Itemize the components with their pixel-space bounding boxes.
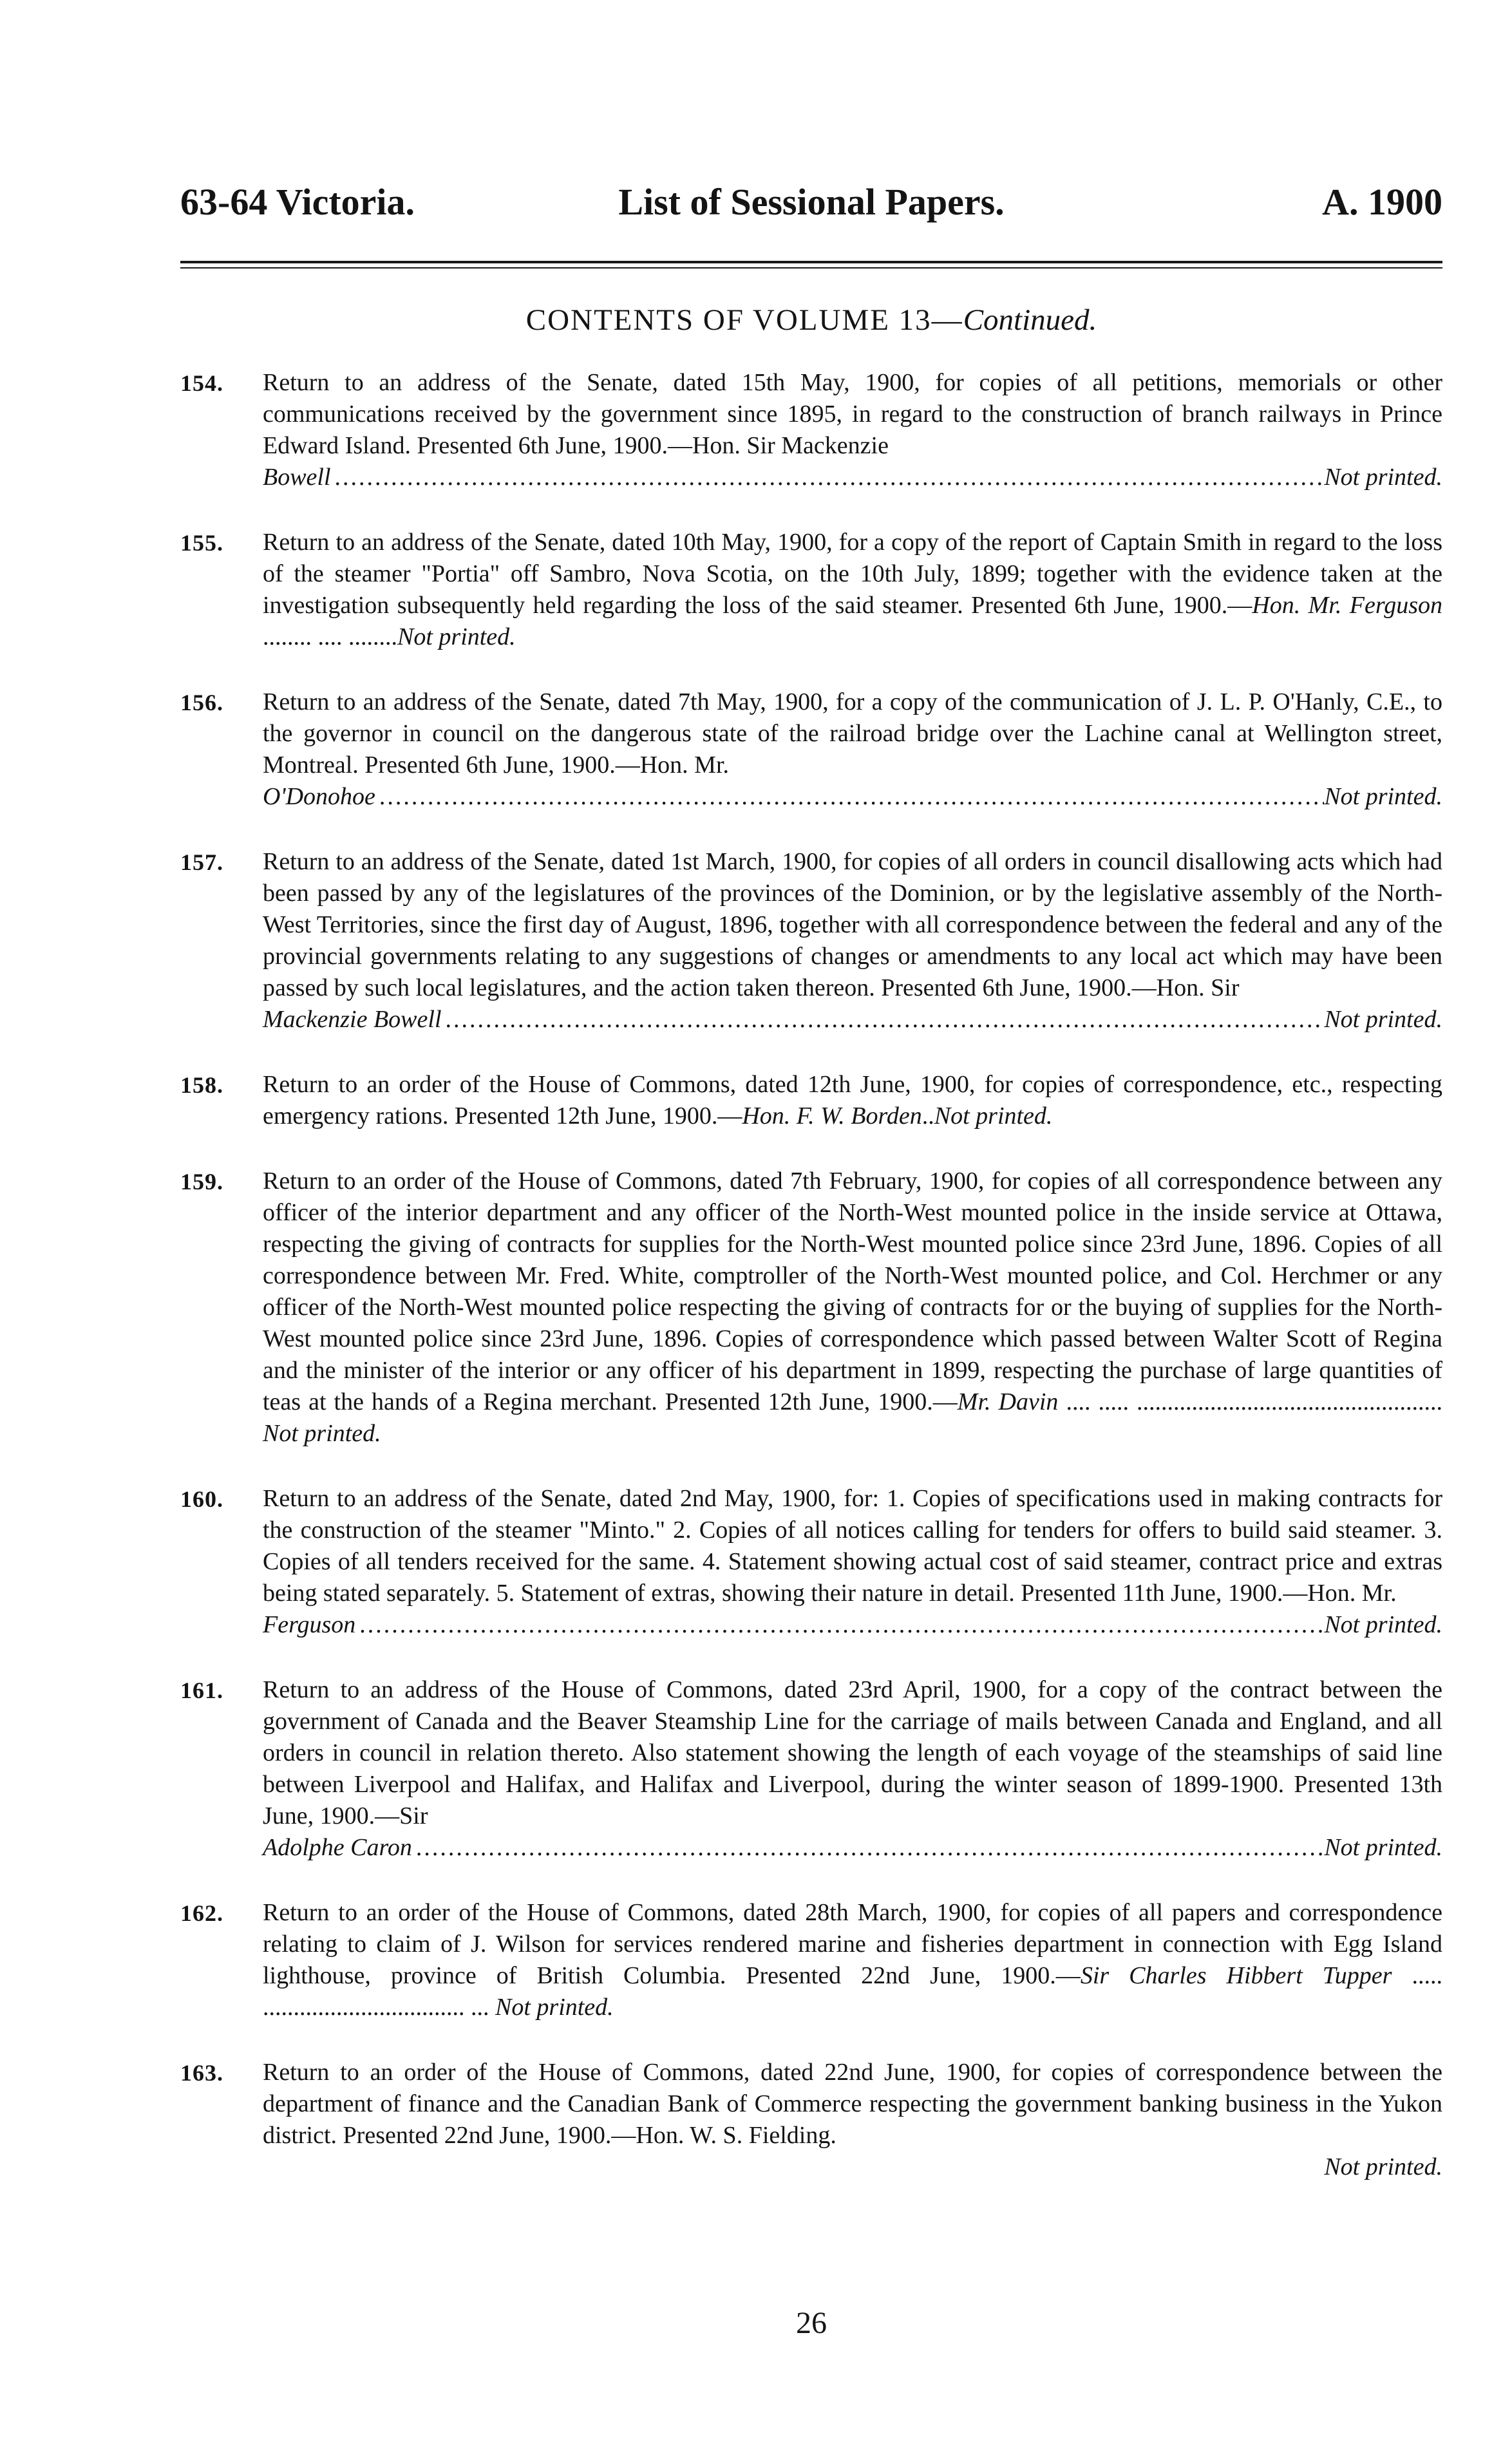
entry-number: 162. bbox=[180, 1900, 223, 1926]
entry-author: Mackenzie Bowell bbox=[263, 1006, 442, 1033]
entry-number: 160. bbox=[180, 1486, 223, 1512]
list-item bbox=[180, 367, 1442, 493]
entry-body bbox=[263, 1166, 1442, 1450]
leader-dots: ........ .... ........ bbox=[263, 623, 397, 650]
volume-title-continued: Continued. bbox=[963, 303, 1097, 337]
entry-author: Mr. Davin bbox=[957, 1388, 1059, 1415]
entry-status: Not printed. bbox=[1324, 783, 1442, 810]
leader-dots bbox=[442, 1004, 1325, 1035]
leader-dots: .. bbox=[921, 1102, 934, 1129]
entry-text: Return to an order of the House of Commons, dated 12th June, 1900, for copies of correspondence, etc., respecting emergency rations. Presented 12th June, 1900.— bbox=[263, 1071, 1442, 1129]
entry-text: Return to an order of the House of Commons, dated 28th March, 1900, for copies of all papers and correspondence relating to claim of J. Wilson for services rendered marine and fisheries department in connection with Egg Island lighthouse, province of British Columbia. Presented 22nd June, 1900.— bbox=[263, 1899, 1442, 1989]
entry-author: Hon. Mr. Ferguson bbox=[1252, 592, 1442, 619]
list-item bbox=[180, 1069, 1442, 1132]
entry-number: 156. bbox=[180, 690, 223, 715]
entry-number: 161. bbox=[180, 1677, 223, 1703]
entry-number: 158. bbox=[180, 1072, 223, 1098]
entry-body bbox=[263, 846, 1442, 1035]
list-item bbox=[180, 846, 1442, 1035]
entry-text: Return to an order of the House of Commons, dated 7th February, 1900, for copies of all correspondence between any officer of the interior department and any officer of the North-West mounted police in the inside service at Ottawa, respecting the giving of contracts for supplies for the North-West mounted police since 23rd June, 1896. Copies of all correspondence between Mr. Fred. White, comptroller of the North-West mounted police, and Col. Herchmer or any officer of the North-West mounted police respecting the giving of contracts for or the buying of supplies for the North-West mounted police since 23rd June, 1896. Copies of correspondence which passed between Walter Scott of Regina and the minister of the interior or any officer of his department in 1899, respecting the purchase of large quantities of teas at the hands of a Regina merchant. Presented 12th June, 1900.— bbox=[263, 1167, 1442, 1415]
entry-status: Not printed. bbox=[263, 1420, 381, 1447]
entry-body bbox=[263, 1897, 1442, 2023]
entry-text: Return to an address of the House of Commons, dated 23rd April, 1900, for a copy of the contract between the government of Canada and the Beaver Steamship Line for the carriage of mails between Canada and England, and all orders in council in relation thereto. Also statement showing the length of each voyage of the steamships of said line between Liverpool and Halifax, and Halifax and Liverpool, during the winter season of 1899-1900. Presented 13th June, 1900.—Sir bbox=[263, 1676, 1442, 1829]
header-session: 63-64 Victoria. bbox=[180, 181, 415, 223]
entry-author: Sir Charles Hibbert Tupper bbox=[1080, 1962, 1392, 1989]
entry-status: Not printed. bbox=[397, 623, 516, 650]
entry-text: Return to an address of the Senate, dated 7th May, 1900, for a copy of the communication of J. L. P. O'Hanly, C.E., to the governor in council on the dangerous state of the railroad bridge over the Lachine canal at Wellington street, Montreal. Presented 6th June, 1900.—Hon. Mr. bbox=[263, 688, 1442, 779]
entry-author: Hon. F. W. Borden bbox=[742, 1102, 922, 1129]
entry-author: Bowell bbox=[263, 464, 331, 491]
volume-title-main: CONTENTS OF VOLUME 13— bbox=[525, 303, 963, 337]
entry-body bbox=[263, 1483, 1442, 1641]
leader-dots bbox=[355, 1609, 1324, 1641]
entry-number: 154. bbox=[180, 370, 223, 396]
entry-body bbox=[263, 1674, 1442, 1864]
page-number: 26 bbox=[796, 2306, 827, 2340]
page-header bbox=[180, 180, 1442, 238]
entry-text: Return to an address of the Senate, dated 15th May, 1900, for copies of all petitions, memorials or other communications received by the government since 1895, in regard to the construction of branch railways in Prince Edward Island. Presented 6th June, 1900.—Hon. Sir Mackenzie bbox=[263, 369, 1442, 459]
entry-status: Not printed. bbox=[1324, 1834, 1442, 1861]
list-item bbox=[180, 1674, 1442, 1864]
leader-dots bbox=[331, 462, 1325, 493]
header-title: List of Sessional Papers. bbox=[618, 181, 1005, 223]
entry-body bbox=[263, 2057, 1442, 2183]
entry-text: Return to an address of the Senate, dated 2nd May, 1900, for: 1. Copies of specifications used in making contracts for the construction of the steamer "Minto." 2. Copies of all notices calling for tenders for offers to build said steamer. 3. Copies of all tenders received for the same. 4. Statement showing actual cost of said steamer, contract price and extras being stated separately. 5. Statement of extras, showing their nature in detail. Presented 11th June, 1900.—Hon. Mr. bbox=[263, 1485, 1442, 1607]
header-rule-bottom bbox=[180, 267, 1442, 269]
leader-dots bbox=[375, 781, 1324, 813]
entry-body bbox=[263, 527, 1442, 653]
entry-number: 159. bbox=[180, 1169, 223, 1195]
entry-status: Not printed. bbox=[1324, 2153, 1442, 2180]
list-item bbox=[180, 527, 1442, 653]
entries-list bbox=[180, 367, 1442, 2216]
leader-dots: ..... ................................. ... bbox=[263, 1962, 1442, 2021]
entry-author: Ferguson bbox=[263, 1611, 356, 1638]
leader-dots bbox=[412, 1832, 1324, 1864]
header-rule-top bbox=[180, 261, 1442, 263]
entry-status: Not printed. bbox=[495, 1994, 614, 2021]
entry-author: O'Donohoe bbox=[263, 783, 375, 810]
entry-number: 157. bbox=[180, 849, 223, 875]
list-item bbox=[180, 686, 1442, 813]
entry-status: Not printed. bbox=[1324, 1611, 1442, 1638]
entry-text: Return to an address of the Senate, dated 10th May, 1900, for a copy of the report of Captain Smith in regard to the loss of the steamer "Portia" off Sambro, Nova Scotia, on the 10th July, 1899; together with the evidence taken at the investigation subsequently held regarding the loss of the said steamer. Presented 6th June, 1900.— bbox=[263, 529, 1442, 619]
header-year: A. 1900 bbox=[1322, 181, 1442, 223]
entry-number: 155. bbox=[180, 530, 223, 556]
list-item bbox=[180, 1897, 1442, 2023]
entry-number: 163. bbox=[180, 2060, 223, 2086]
entry-body bbox=[263, 1069, 1442, 1132]
entry-author: Adolphe Caron bbox=[263, 1834, 412, 1861]
list-item bbox=[180, 1166, 1442, 1450]
entry-body bbox=[263, 367, 1442, 493]
list-item bbox=[180, 1483, 1442, 1641]
entry-status: Not printed. bbox=[934, 1102, 1053, 1129]
entry-text: Return to an address of the Senate, dated 1st March, 1900, for copies of all orders in council disallowing acts which had been passed by any of the legislatures of the provinces of the Dominion, or by the legislative assembly of the North-West Territories, since the first day of August, 1896, together with all correspondence between the federal and any of the provincial governments relating to any suggestions of changes or amendments to any local act which may have been passed by such local legislatures, and the action taken thereon. Presented 6th June, 1900.—Hon. Sir bbox=[263, 848, 1442, 1001]
volume-title bbox=[180, 303, 1442, 337]
entry-text: Return to an order of the House of Commons, dated 22nd June, 1900, for copies of correspondence between the department of finance and the Canadian Bank of Commerce respecting the government banking business in the Yukon district. Presented 22nd June, 1900.—Hon. W. S. Fielding. bbox=[263, 2059, 1442, 2149]
entry-body bbox=[263, 686, 1442, 813]
entry-status: Not printed. bbox=[1324, 1006, 1442, 1033]
entry-status: Not printed. bbox=[1324, 464, 1442, 491]
list-item bbox=[180, 2057, 1442, 2183]
leader-dots: .... ..... .................................................. bbox=[1058, 1388, 1442, 1415]
